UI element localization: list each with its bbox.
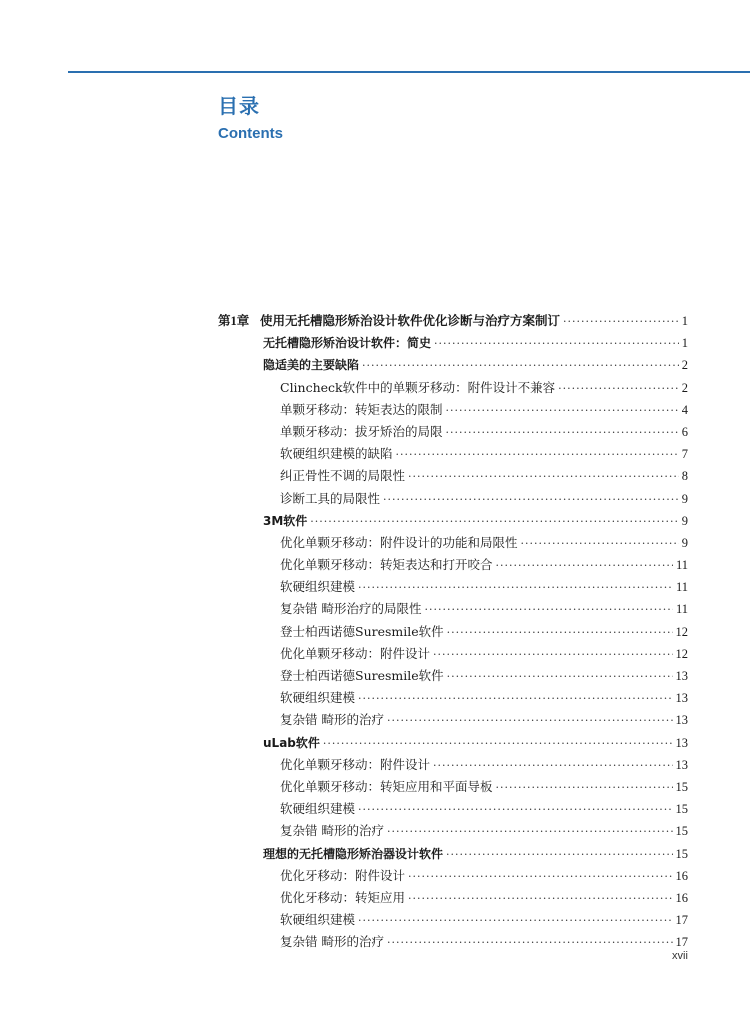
dot-leader bbox=[387, 710, 673, 732]
dot-leader bbox=[521, 533, 679, 555]
page-number: xvii bbox=[672, 950, 688, 962]
toc-entry-label: 优化单颗牙移动：转矩应用和平面导板 bbox=[280, 778, 493, 794]
toc-entry-page: 17 bbox=[675, 935, 688, 950]
dot-leader bbox=[358, 910, 672, 932]
toc-entry-page: 2 bbox=[681, 358, 688, 373]
toc-entry-page: 11 bbox=[675, 558, 688, 573]
toc-entry-page: 9 bbox=[681, 513, 688, 528]
toc-entry[interactable] bbox=[218, 865, 688, 887]
toc-entry[interactable] bbox=[218, 843, 688, 865]
dot-leader bbox=[408, 466, 679, 488]
toc-entry-label: Clincheck软件中的单颗牙移动：附件设计不兼容 bbox=[280, 379, 556, 395]
toc-entry-page: 15 bbox=[675, 824, 688, 839]
toc-entry-label: 优化牙移动：附件设计 bbox=[280, 867, 406, 883]
dot-leader bbox=[383, 489, 679, 511]
toc-entry-page: 15 bbox=[675, 779, 688, 794]
toc-entry-page: 15 bbox=[675, 802, 688, 817]
chapter-title: 使用无托槽隐形矫治设计软件优化诊断与治疗方案制订 bbox=[260, 313, 561, 328]
toc-entry[interactable] bbox=[218, 554, 688, 576]
toc-entry[interactable] bbox=[218, 776, 688, 798]
toc-entry-page: 11 bbox=[675, 580, 688, 595]
toc-entry-page: 9 bbox=[681, 491, 688, 506]
toc-entry-label: 软硬组织建模 bbox=[280, 912, 356, 928]
toc-entry-page: 11 bbox=[675, 602, 688, 617]
toc-entry-label: 登士柏西诺德Suresmile软件 bbox=[280, 668, 444, 683]
toc-entry-label: 软硬组织建模 bbox=[280, 579, 356, 595]
toc-entry-label: 软硬组织建模 bbox=[280, 801, 356, 817]
toc-entry-label: uLab软件 bbox=[263, 735, 320, 750]
dot-leader bbox=[563, 311, 679, 333]
toc-entry-label: 3M软件 bbox=[263, 513, 308, 528]
dot-leader bbox=[424, 599, 672, 621]
dot-leader bbox=[387, 821, 673, 843]
dot-leader bbox=[433, 644, 672, 666]
page-subtitle: Contents bbox=[218, 125, 283, 142]
toc-entry-label: 优化单颗牙移动：转矩表达和打开咬合 bbox=[280, 557, 493, 573]
toc-entry[interactable] bbox=[218, 621, 688, 643]
dot-leader bbox=[387, 932, 673, 954]
toc-entry[interactable] bbox=[218, 332, 688, 354]
toc-entry-page: 13 bbox=[675, 735, 688, 750]
toc-entry-page: 16 bbox=[675, 890, 688, 905]
dot-leader bbox=[362, 355, 679, 377]
toc-entry-label: 无托槽隐形矫治设计软件：简史 bbox=[263, 336, 432, 351]
toc-entry-label: 单颗牙移动：拔牙矫治的局限 bbox=[280, 423, 443, 439]
toc-entry-page: 1 bbox=[681, 314, 688, 328]
dot-leader bbox=[408, 888, 672, 910]
toc-entry-page: 13 bbox=[675, 713, 688, 728]
toc-entry[interactable] bbox=[218, 532, 688, 554]
dot-leader bbox=[323, 733, 673, 755]
toc-entry[interactable] bbox=[218, 931, 688, 953]
dot-leader bbox=[446, 844, 672, 866]
toc-entry-label: 优化单颗牙移动：附件设计 bbox=[280, 756, 431, 772]
dot-leader bbox=[447, 622, 673, 644]
dot-leader bbox=[408, 866, 672, 888]
toc-entry-label: 登士柏西诺德Suresmile软件 bbox=[280, 623, 444, 639]
toc-entry-page: 15 bbox=[675, 846, 688, 861]
toc-entry-page: 13 bbox=[675, 757, 688, 772]
toc-entry-page: 8 bbox=[681, 469, 688, 484]
toc-entry[interactable] bbox=[218, 798, 688, 820]
toc-entry-label: 优化单颗牙移动：附件设计 bbox=[280, 645, 431, 661]
toc-entry-page: 12 bbox=[675, 646, 688, 661]
toc-entry-page: 7 bbox=[681, 447, 688, 462]
table-of-contents bbox=[218, 310, 688, 953]
dot-leader bbox=[358, 799, 672, 821]
toc-entry-page: 13 bbox=[675, 691, 688, 706]
dot-leader bbox=[558, 378, 679, 400]
toc-entry-page: 9 bbox=[681, 535, 688, 550]
toc-entry[interactable] bbox=[218, 465, 688, 487]
toc-entry-page: 4 bbox=[681, 402, 688, 417]
toc-entry-label: 复杂错 畸形的治疗 bbox=[280, 712, 384, 728]
dot-leader bbox=[447, 666, 673, 688]
dot-leader bbox=[358, 577, 673, 599]
header-rule bbox=[68, 71, 750, 73]
toc-entry-label: 复杂错 畸形治疗的局限性 bbox=[280, 601, 422, 617]
toc-entry-label: 复杂错 畸形的治疗 bbox=[280, 934, 384, 950]
toc-entry-page: 6 bbox=[681, 424, 688, 439]
toc-entry-page: 1 bbox=[681, 336, 688, 351]
dot-leader bbox=[433, 755, 672, 777]
toc-entry[interactable] bbox=[218, 421, 688, 443]
toc-entry-label: 软硬组织建模 bbox=[280, 690, 356, 706]
toc-entry[interactable] bbox=[218, 576, 688, 598]
toc-entry-label: 纠正骨性不调的局限性 bbox=[280, 468, 406, 484]
dot-leader bbox=[496, 555, 673, 577]
toc-entry-label: 理想的无托槽隐形矫治器设计软件 bbox=[263, 846, 444, 861]
toc-entry[interactable] bbox=[218, 488, 688, 510]
chapter-number: 第1章 bbox=[218, 314, 250, 328]
toc-entry-page: 12 bbox=[675, 624, 688, 639]
toc-entry[interactable] bbox=[218, 732, 688, 754]
toc-entry-label: 复杂错 畸形的治疗 bbox=[280, 823, 384, 839]
page-title: 目录 bbox=[218, 94, 260, 118]
toc-entry[interactable] bbox=[218, 887, 688, 909]
dot-leader bbox=[496, 777, 673, 799]
toc-entry-page: 13 bbox=[675, 669, 688, 683]
dot-leader bbox=[310, 511, 678, 533]
toc-entry[interactable] bbox=[218, 510, 688, 532]
toc-entry[interactable] bbox=[218, 820, 688, 842]
toc-entry-label: 优化单颗牙移动：附件设计的功能和局限性 bbox=[280, 534, 518, 550]
dot-leader bbox=[446, 400, 679, 422]
toc-entry-label bbox=[218, 310, 560, 332]
toc-entry[interactable] bbox=[218, 709, 688, 731]
toc-entry[interactable] bbox=[218, 354, 688, 376]
dot-leader bbox=[434, 333, 679, 355]
toc-entry[interactable] bbox=[218, 399, 688, 421]
dot-leader bbox=[446, 422, 679, 444]
dot-leader bbox=[358, 688, 672, 710]
toc-entry[interactable] bbox=[218, 665, 688, 687]
toc-entry[interactable] bbox=[218, 598, 688, 620]
toc-entry-label: 单颗牙移动：转矩表达的限制 bbox=[280, 401, 443, 417]
toc-entry[interactable] bbox=[218, 377, 688, 399]
toc-entry-label: 诊断工具的局限性 bbox=[280, 490, 381, 506]
toc-entry[interactable] bbox=[218, 909, 688, 931]
toc-entry[interactable] bbox=[218, 310, 688, 332]
toc-entry-label: 隐适美的主要缺陷 bbox=[263, 358, 360, 373]
toc-entry[interactable] bbox=[218, 687, 688, 709]
toc-entry-page: 16 bbox=[675, 868, 688, 883]
toc-entry[interactable] bbox=[218, 643, 688, 665]
dot-leader bbox=[396, 444, 679, 466]
toc-entry-page: 17 bbox=[675, 913, 688, 928]
toc-entry-page: 2 bbox=[681, 380, 688, 395]
toc-entry[interactable] bbox=[218, 443, 688, 465]
toc-entry[interactable] bbox=[218, 754, 688, 776]
toc-entry-label: 软硬组织建模的缺陷 bbox=[280, 446, 393, 462]
toc-entry-label: 优化牙移动：转矩应用 bbox=[280, 889, 406, 905]
